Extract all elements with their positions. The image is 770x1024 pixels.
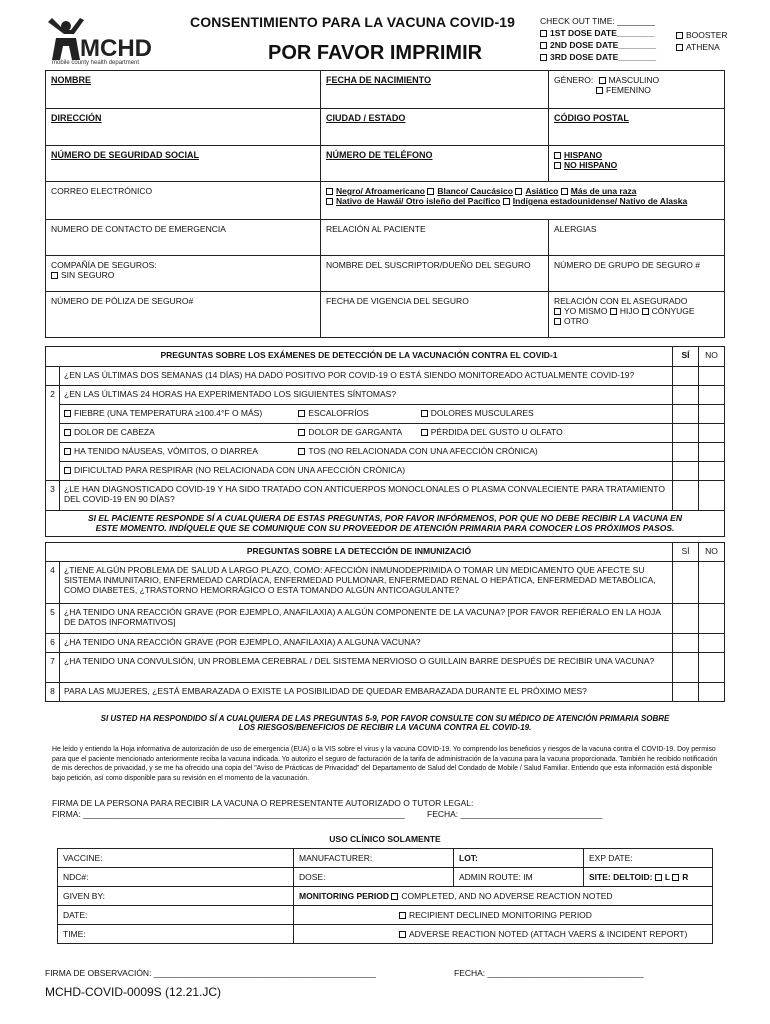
- sin-seguro-checkbox[interactable]: [51, 272, 58, 279]
- symptoms-row-3: [60, 443, 673, 462]
- s-row2-no[interactable]: [699, 424, 725, 443]
- suscriptor-label: NOMBRE DEL SUSCRIPTOR/DUEÑO DEL SEGURO: [326, 260, 531, 270]
- s7-checkbox[interactable]: [64, 448, 71, 455]
- q1-text: ¿EN LAS ÚLTIMAS DOS SEMANAS (14 DÍAS) HA DADO POSITIVO POR COVID-19 O ESTÁ SIENDO MONITOREADO ACTUALMENTE COVID-19?: [60, 367, 673, 386]
- q7-number: 7: [46, 653, 60, 683]
- s-row3-si[interactable]: [673, 443, 699, 462]
- no-hispano-label: NO HISPANO: [564, 160, 618, 170]
- screening-note: SI EL PACIENTE RESPONDE SÍ A CUALQUIERA DE ESTAS PREGUNTAS, POR FAVOR INFÓRMENOS, POR QUE NO DEBE RECIBIR LA VACUNA EN ESTE MOMENTO. INDÍQUELE QUE SE COMUNIQUE CON SU PROVEEDOR DE ATENCIÓN PRIMARIA PARA CONOCER LOS PRÓXIMOS PASOS.: [46, 511, 725, 537]
- correo-label: CORREO ELECTRÓNICO: [51, 186, 153, 196]
- grupo-label: NÚMERO DE GRUPO DE SEGURO #: [554, 260, 700, 270]
- logo-text: MCHD: [80, 35, 152, 62]
- s6-checkbox[interactable]: [421, 429, 428, 436]
- race6-checkbox[interactable]: [503, 198, 510, 205]
- vigencia-label: FECHA DE VIGENCIA DEL SEGURO: [326, 296, 469, 306]
- q4-number: 4: [46, 562, 60, 604]
- telefono-cell[interactable]: [321, 146, 549, 182]
- vaccine-label: VACCINE:: [63, 853, 103, 863]
- q2-si[interactable]: [673, 386, 699, 405]
- compania-cell[interactable]: [46, 256, 321, 292]
- immunization-heading: PREGUNTAS SOBRE LA DETECCIÓN DE INMUNIZACIÓ: [46, 543, 673, 562]
- suscriptor-cell[interactable]: [321, 256, 549, 292]
- race3-checkbox[interactable]: [515, 188, 522, 195]
- telefono-label: NÚMERO DE TELÉFONO: [326, 150, 433, 160]
- q5-number: 5: [46, 604, 60, 634]
- lot-cell[interactable]: [454, 849, 584, 868]
- immunization-no-header: NO: [699, 543, 725, 562]
- s8-checkbox[interactable]: [298, 448, 305, 455]
- dose-right-box: [676, 29, 728, 53]
- nombre-cell[interactable]: [46, 71, 321, 109]
- codigo-label: CÓDIGO POSTAL: [554, 113, 629, 123]
- race4-checkbox[interactable]: [561, 188, 568, 195]
- otro-checkbox[interactable]: [554, 318, 561, 325]
- q3-no[interactable]: [699, 481, 725, 511]
- s2-label: ESCALOFRÍOS: [308, 408, 369, 418]
- compania-label: COMPAÑÍA DE SEGUROS:: [51, 260, 157, 270]
- immunization-si-header: SÍ: [673, 543, 699, 562]
- dose-box: [540, 15, 656, 63]
- q4-text: ¿TIENE ALGÚN PROBLEMA DE SALUD A LARGO PLAZO, COMO: AFECCIÓN INMUNODEPRIMIDA O TOMAR UN MEDICAMENTO QUE AFECTE SU SISTEMA INMUNITARIO, ENFERMEDAD CARDÍACA, ENFERMEDAD PULMONAR, ENFERMEDAD RENAL O HEPÁTICA, ENFERMEDAD METABÓLICA, COMO DIABETES, ¿TRASTORNO HEMORRÁGICO O ESTA TOMANDO ALGÚN ANTICOAGULANTE?: [60, 562, 673, 604]
- q1-si[interactable]: [673, 367, 699, 386]
- time-cell[interactable]: [58, 925, 294, 944]
- ciudad-label: CIUDAD / ESTADO: [326, 113, 406, 123]
- site-cell: [584, 868, 713, 887]
- nombre-label: NOMBRE: [51, 75, 91, 85]
- route-cell: [454, 868, 584, 887]
- mon3-label: ADVERSE REACTION NOTED (ATTACH VAERS & INCIDENT REPORT): [409, 929, 688, 939]
- ciudad-cell[interactable]: [321, 109, 549, 146]
- alergias-cell[interactable]: [549, 220, 725, 256]
- q8-no[interactable]: [699, 683, 725, 702]
- race1-checkbox[interactable]: [326, 188, 333, 195]
- s7-label: HA TENIDO NÁUSEAS, VÓMITOS, O DIARREA: [74, 446, 258, 456]
- rel-asegurado-cell: [549, 292, 725, 338]
- mon3-checkbox[interactable]: [399, 931, 406, 938]
- screening-table: [45, 346, 725, 537]
- codigo-cell[interactable]: [549, 109, 725, 146]
- poliza-cell[interactable]: [46, 292, 321, 338]
- s5-checkbox[interactable]: [298, 429, 305, 436]
- athena-label: ATHENA: [686, 42, 720, 52]
- dose2-checkbox[interactable]: [540, 42, 547, 49]
- screening-si-header: SÍ: [673, 347, 699, 367]
- monitoring-label: MONITORING PERIOD: [299, 891, 390, 901]
- emergencia-cell[interactable]: [46, 220, 321, 256]
- mon2-checkbox[interactable]: [399, 912, 406, 919]
- dose3-checkbox[interactable]: [540, 54, 547, 61]
- vigencia-cell[interactable]: [321, 292, 549, 338]
- clinic-table: [57, 830, 713, 944]
- ndc-label: NDC#:: [63, 872, 89, 882]
- symptoms-row-4: [60, 462, 673, 481]
- q2-text: ¿EN LAS ÚLTIMAS 24 HORAS HA EXPERIMENTADO LOS SIGUIENTES SÍNTOMAS?: [60, 386, 673, 405]
- consent-text: He leído y entiendo la Hoja informativa de autorización de uso de emergencia (EUA) o la VIS sobre el virus y la vacuna COVID-19. Yo comprendo los beneficios y riesgos de la vacuna contra el COVID-19. Doy permiso para que el paciente mencionado anteriormente reciba la vacuna indicada. Yo autorizo el seguro de facturación de la tarifa de administración de la vacuna para la vacuna proporcionada. También he recibido notificación de mis derechos de privacidad, y se me ha ofrecido una copia del "Aviso de Prácticas de Privacidad" del Departamento de Salud del Condado de Mobile / Salud Familiar. Entiendo que esta información está disponible bajo petición, así como disponible para su revisión en el momento de la vacunación.: [52, 746, 718, 782]
- correo-cell[interactable]: [46, 182, 321, 220]
- q1-number: [46, 367, 60, 386]
- s4-checkbox[interactable]: [64, 429, 71, 436]
- site-l-label: L: [664, 872, 670, 882]
- hijo-checkbox[interactable]: [610, 308, 617, 315]
- observation-date-line[interactable]: FECHA: _________________________________: [454, 968, 644, 978]
- dose2-label: 2ND DOSE DATE________: [550, 40, 657, 50]
- masculino-label: MASCULINO: [608, 75, 660, 85]
- signature-block: [52, 798, 602, 820]
- form-subtitle: POR FAVOR IMPRIMIR: [268, 42, 483, 64]
- no-hispano-checkbox[interactable]: [554, 162, 561, 169]
- q6-no[interactable]: [699, 634, 725, 653]
- etnia-cell: [549, 146, 725, 182]
- screening-no-header: NO: [699, 347, 725, 367]
- s-row3-no[interactable]: [699, 443, 725, 462]
- dose1-checkbox[interactable]: [540, 30, 547, 37]
- s5-label: DOLOR DE GARGANTA: [308, 427, 403, 437]
- race5-checkbox[interactable]: [326, 198, 333, 205]
- s-row1-si[interactable]: [673, 405, 699, 424]
- relacion-cell[interactable]: [321, 220, 549, 256]
- q7-no[interactable]: [699, 653, 725, 683]
- clinic-heading: USO CLÍNICO SOLAMENTE: [58, 830, 713, 849]
- q3-text: ¿LE HAN DIAGNOSTICADO COVID-19 Y HA SIDO TRATADO CON ANTICUERPOS MONOCLONALES O PLASMA CONVALECIENTE PARA TRATAMIENTO DEL COVID-19 EN 90 DÍAS?: [60, 481, 673, 511]
- symptoms-row-2: [60, 424, 673, 443]
- monitoring-cell-1: [294, 887, 713, 906]
- booster-label: BOOSTER: [686, 30, 728, 40]
- observation-signature-line[interactable]: FIRMA DE OBSERVACIÓN: _______________________________________________: [45, 968, 376, 978]
- q5-text: ¿HA TENIDO UNA REACCIÓN GRAVE (POR EJEMPLO, ANAFILAXIA) A ALGÚN COMPONENTE DE LA VACUNA? [POR FAVOR REFIÉRALO EN LA HOJA DE DATOS INFORMATIVOS]: [60, 604, 673, 634]
- vaccine-cell[interactable]: [58, 849, 294, 868]
- dose-cell[interactable]: [294, 868, 454, 887]
- s3-label: DOLORES MUSCULARES: [430, 408, 534, 418]
- ssn-cell[interactable]: [46, 146, 321, 182]
- emergencia-label: NUMERO DE CONTACTO DE EMERGENCIA: [51, 224, 226, 234]
- monitoring-cell-2: [294, 906, 713, 925]
- q3-number: 3: [46, 481, 60, 511]
- race1-label: Negro/ Afroamericano: [336, 186, 425, 196]
- s9-label: DIFICULTAD PARA RESPIRAR (NO RELACIONADA CON UNA AFECCIÓN CRÓNICA): [74, 465, 406, 475]
- route-label: ADMIN ROUTE: IM: [459, 872, 533, 882]
- manufacturer-cell[interactable]: [294, 849, 454, 868]
- q2-no[interactable]: [699, 386, 725, 405]
- alergias-label: ALERGIAS: [554, 224, 597, 234]
- femenino-checkbox[interactable]: [596, 87, 603, 94]
- q6-si[interactable]: [673, 634, 699, 653]
- hispano-label: HISPANO: [564, 150, 603, 160]
- s1-checkbox[interactable]: [64, 410, 71, 417]
- mon2-label: RECIPIENT DECLINED MONITORING PERIOD: [409, 910, 592, 920]
- time-label: TIME:: [63, 929, 86, 939]
- date-label: DATE:: [63, 910, 88, 920]
- q6-number: 6: [46, 634, 60, 653]
- genero-label: GÉNERO:: [554, 75, 594, 85]
- femenino-label: FEMENINO: [606, 85, 651, 95]
- sin-seguro-label: SIN SEGURO: [61, 270, 115, 280]
- relacion-label: RELACIÓN AL PACIENTE: [326, 224, 426, 234]
- q7-text: ¿HA TENIDO UNA CONVULSIÓN, UN PROBLEMA CEREBRAL / DEL SISTEMA NERVIOSO O GUILLAIN BARRE DESPUÉS DE RECIBIR UNA VACUNA?: [60, 653, 673, 683]
- s9-checkbox[interactable]: [64, 467, 71, 474]
- booster-checkbox[interactable]: [676, 32, 683, 39]
- q2-number: 2: [46, 386, 60, 481]
- yo-label: YO MISMO: [564, 306, 608, 316]
- grupo-cell[interactable]: [549, 256, 725, 292]
- direccion-label: DIRECCIÓN: [51, 113, 102, 123]
- date-cell[interactable]: [58, 906, 294, 925]
- given-label: GIVEN BY:: [63, 891, 106, 901]
- dose1-label: 1ST DOSE DATE________: [550, 28, 655, 38]
- yo-checkbox[interactable]: [554, 308, 561, 315]
- signature-label: FIRMA DE LA PERSONA PARA RECIBIR LA VACUNA O REPRESENTANTE AUTORIZADO O TUTOR LEGAL:: [52, 798, 474, 808]
- exp-cell[interactable]: [584, 849, 713, 868]
- manufacturer-label: MANUFACTURER:: [299, 853, 373, 863]
- check-out-time[interactable]: CHECK OUT TIME: ________: [540, 16, 655, 26]
- symptoms-row-1: [60, 405, 673, 424]
- q3-si[interactable]: [673, 481, 699, 511]
- fecha-nac-label: FECHA DE NACIMIENTO: [326, 75, 432, 85]
- conyuge-checkbox[interactable]: [642, 308, 649, 315]
- site-label: SITE: DELTOID:: [589, 872, 653, 882]
- firma-line[interactable]: FIRMA: ____________________________________________________________________: [52, 809, 405, 819]
- ssn-label: NÚMERO DE SEGURIDAD SOCIAL: [51, 150, 200, 160]
- s-row4-no[interactable]: [699, 462, 725, 481]
- given-cell[interactable]: [58, 887, 294, 906]
- raza-cell: [321, 182, 725, 220]
- mon1-label: COMPLETED, AND NO ADVERSE REACTION NOTED: [401, 891, 613, 901]
- rel-asegurado-label: RELACIÓN CON EL ASEGURADO: [554, 296, 688, 306]
- race2-label: Blanco/ Caucásico: [437, 186, 513, 196]
- q7-si[interactable]: [673, 653, 699, 683]
- hispano-checkbox[interactable]: [554, 152, 561, 159]
- q6-text: ¿HA TENIDO UNA REACCIÓN GRAVE (POR EJEMPLO, ANAFILAXIA) A ALGUNA VACUNA?: [60, 634, 673, 653]
- s6-label: PÉRDIDA DEL GUSTO U OLFATO: [430, 427, 563, 437]
- immunization-table: [45, 542, 725, 702]
- q4-no[interactable]: [699, 562, 725, 604]
- q5-si[interactable]: [673, 604, 699, 634]
- race6-label: Indígena estadounidense/ Nativo de Alaska: [512, 196, 688, 206]
- logo-subtext: mobile county health department: [52, 60, 140, 66]
- race2-checkbox[interactable]: [427, 188, 434, 195]
- otro-label: OTRO: [564, 316, 589, 326]
- immunization-note: SI USTED HA RESPONDIDO SÍ A CUALQUIERA DE LAS PREGUNTAS 5-9, POR FAVOR CONSULTE CON SU MÉDICO DE ATENCIÓN PRIMARIA SOBRE LOS RIESGOS/BENEFICIOS DE RECIBIR LA VACUNA CONTRA EL COVID-19.: [100, 714, 670, 732]
- q1-no[interactable]: [699, 367, 725, 386]
- race4-label: Más de una raza: [570, 186, 637, 196]
- q4-si[interactable]: [673, 562, 699, 604]
- dose-label: DOSE:: [299, 872, 326, 882]
- q8-text: PARA LAS MUJERES, ¿ESTÁ EMBARAZADA O EXISTE LA POSIBILIDAD DE QUEDAR EMBARAZADA DURANTE EL PRÓXIMO MES?: [60, 683, 673, 702]
- exp-label: EXP DATE:: [589, 853, 633, 863]
- form-code: MCHD-COVID-0009S (12.21.JC): [45, 985, 222, 999]
- dose3-label: 3RD DOSE DATE________: [550, 52, 657, 62]
- poliza-label: NÚMERO DE PÓLIZA DE SEGURO#: [51, 296, 194, 306]
- fecha-line[interactable]: FECHA: ______________________________: [427, 809, 603, 819]
- genero-cell: [549, 71, 725, 109]
- s2-checkbox[interactable]: [298, 410, 305, 417]
- s-row1-no[interactable]: [699, 405, 725, 424]
- race3-label: Asiático: [525, 186, 559, 196]
- hijo-label: HIJO: [619, 306, 640, 316]
- s8-label: TOS (NO RELACIONADA CON UNA AFECCIÓN CRÓNICA): [308, 446, 538, 456]
- form-title: CONSENTIMIENTO PARA LA VACUNA COVID-19: [190, 14, 516, 30]
- s3-checkbox[interactable]: [421, 410, 428, 417]
- ndc-cell[interactable]: [58, 868, 294, 887]
- race5-label: Nativo de Hawái/ Otro isleño del Pacífico: [336, 196, 501, 206]
- site-r-label: R: [682, 872, 689, 882]
- screening-heading: PREGUNTAS SOBRE LOS EXÁMENES DE DETECCIÓN DE LA VACUNACIÓN CONTRA EL COVID-1: [46, 347, 673, 367]
- lot-label: LOT:: [459, 853, 478, 863]
- fecha-nac-cell[interactable]: [321, 71, 549, 109]
- s-row4-si[interactable]: [673, 462, 699, 481]
- site-r-checkbox[interactable]: [672, 874, 679, 881]
- masculino-checkbox[interactable]: [599, 77, 606, 84]
- athena-checkbox[interactable]: [676, 44, 683, 51]
- q8-number: 8: [46, 683, 60, 702]
- q5-no[interactable]: [699, 604, 725, 634]
- direccion-cell[interactable]: [46, 109, 321, 146]
- s4-label: DOLOR DE CABEZA: [74, 427, 155, 437]
- site-l-checkbox[interactable]: [655, 874, 662, 881]
- conyuge-label: CÓNYUGE: [651, 306, 695, 316]
- mon1-checkbox[interactable]: [391, 893, 398, 900]
- s-row2-si[interactable]: [673, 424, 699, 443]
- monitoring-cell-3: [294, 925, 713, 944]
- s1-label: FIEBRE (UNA TEMPERATURA ≥100.4°F O MÁS): [74, 408, 263, 418]
- q8-si[interactable]: [673, 683, 699, 702]
- patient-info-table: [45, 70, 725, 338]
